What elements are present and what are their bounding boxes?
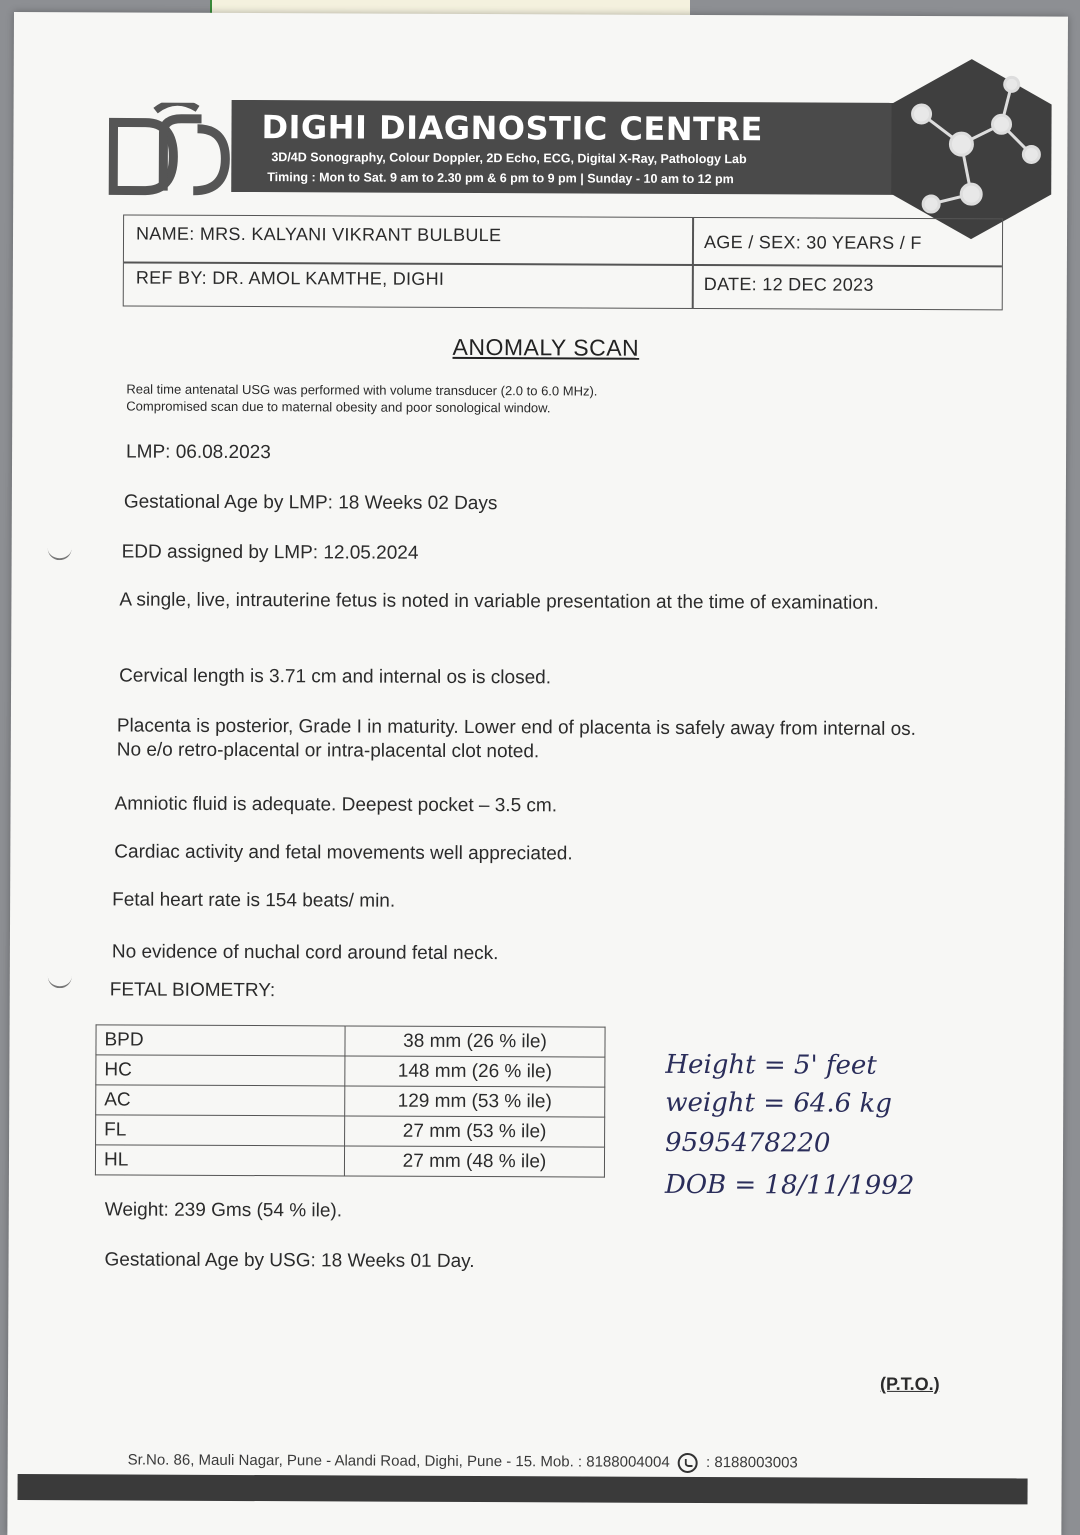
footer-bar [18, 1474, 1028, 1504]
intro-text: Real time antenatal USG was performed with volume transducer (2.0 to 6.0 MHz). Compromised scan due to maternal obesity and poor sonological window. [126, 381, 598, 416]
whatsapp-icon [678, 1453, 698, 1473]
cervical-line: Cervical length is 3.71 cm and internal os is closed. [119, 665, 552, 689]
table-row [95, 1145, 604, 1177]
fhr-line: Fetal heart rate is 154 beats/ min. [112, 889, 396, 912]
report-page [7, 12, 1068, 1535]
placenta-paragraph: Placenta is posterior, Grade I in maturity. Lower end of placenta is safely away from internal os. No e/o retro-placental or intra-placental clot noted. [116, 715, 917, 763]
punch-hole-mark [48, 546, 72, 560]
biometry-value: 27 mm (48 % ile) [344, 1146, 604, 1177]
handwritten-phone: 9595478220 [665, 1127, 831, 1159]
footer-address: Sr.No. 86, Mauli Nagar, Pune - Alandi Road, Dighi, Pune - 15. Mob. : 8188004004 : 8188003003 [127, 1451, 798, 1472]
header-banner [231, 100, 907, 195]
biometry-param: HL [95, 1145, 344, 1176]
ga-usg-line: Gestational Age by USG: 18 Weeks 01 Day. [104, 1249, 475, 1273]
table-row [96, 1115, 605, 1147]
biometry-value: 129 mm (53 % ile) [345, 1086, 605, 1117]
handwritten-notes [661, 1045, 962, 1206]
table-row [96, 1085, 605, 1117]
report-title: ANOMALY SCAN [452, 333, 640, 361]
punch-hole-mark [48, 974, 72, 988]
centre-name: DIGHI DIAGNOSTIC CENTRE [261, 108, 763, 149]
biometry-param: BPD [96, 1025, 345, 1056]
referred-by: REF BY: DR. AMOL KAMTHE, DIGHI [135, 267, 445, 289]
handwritten-height: Height = 5' feet [665, 1049, 877, 1081]
ddc-logo [105, 102, 235, 213]
table-row [96, 1055, 605, 1087]
services-line: 3D/4D Sonography, Colour Doppler, 2D Echo, ECG, Digital X-Ray, Pathology Lab [271, 150, 747, 167]
biometry-heading: FETAL BIOMETRY: [109, 979, 276, 1002]
handwritten-weight: weight = 64.6 kg [665, 1087, 892, 1119]
patient-info-table [123, 214, 1003, 310]
report-date: DATE: 12 DEC 2023 [703, 274, 874, 295]
table-row [96, 1025, 605, 1057]
lmp-line: LMP: 06.08.2023 [126, 441, 271, 464]
biometry-value: 148 mm (26 % ile) [345, 1056, 605, 1087]
handwritten-dob: DOB = 18/11/1992 [664, 1169, 915, 1201]
timing-line: Timing : Mon to Sat. 9 am to 2.30 pm & 6 pm to 9 pm | Sunday - 10 am to 12 pm [267, 170, 734, 187]
biometry-value: 27 mm (53 % ile) [345, 1116, 605, 1147]
molecule-graphic [881, 54, 1062, 245]
cardiac-line: Cardiac activity and fetal movements well appreciated. [114, 841, 573, 865]
biometry-value: 38 mm (26 % ile) [345, 1026, 605, 1057]
biometry-table [95, 1024, 606, 1177]
pto-label: (P.T.O.) [879, 1373, 940, 1395]
amniotic-line: Amniotic fluid is adequate. Deepest pocket – 3.5 cm. [114, 793, 558, 817]
weight-line: Weight: 239 Gms (54 % ile). [104, 1199, 343, 1222]
patient-age-sex: AGE / SEX: 30 YEARS / F [703, 232, 922, 253]
biometry-param: HC [96, 1055, 345, 1086]
ga-lmp-line: Gestational Age by LMP: 18 Weeks 02 Days [123, 491, 498, 515]
biometry-param: FL [96, 1115, 345, 1146]
fetus-paragraph: A single, live, intrauterine fetus is noted in variable presentation at the time of examination. [119, 589, 879, 614]
nuchal-line: No evidence of nuchal cord around fetal neck. [111, 941, 499, 965]
edd-line: EDD assigned by LMP: 12.05.2024 [121, 541, 419, 564]
patient-name: NAME: MRS. KALYANI VIKRANT BULBULE [135, 223, 502, 246]
biometry-param: AC [96, 1085, 345, 1116]
